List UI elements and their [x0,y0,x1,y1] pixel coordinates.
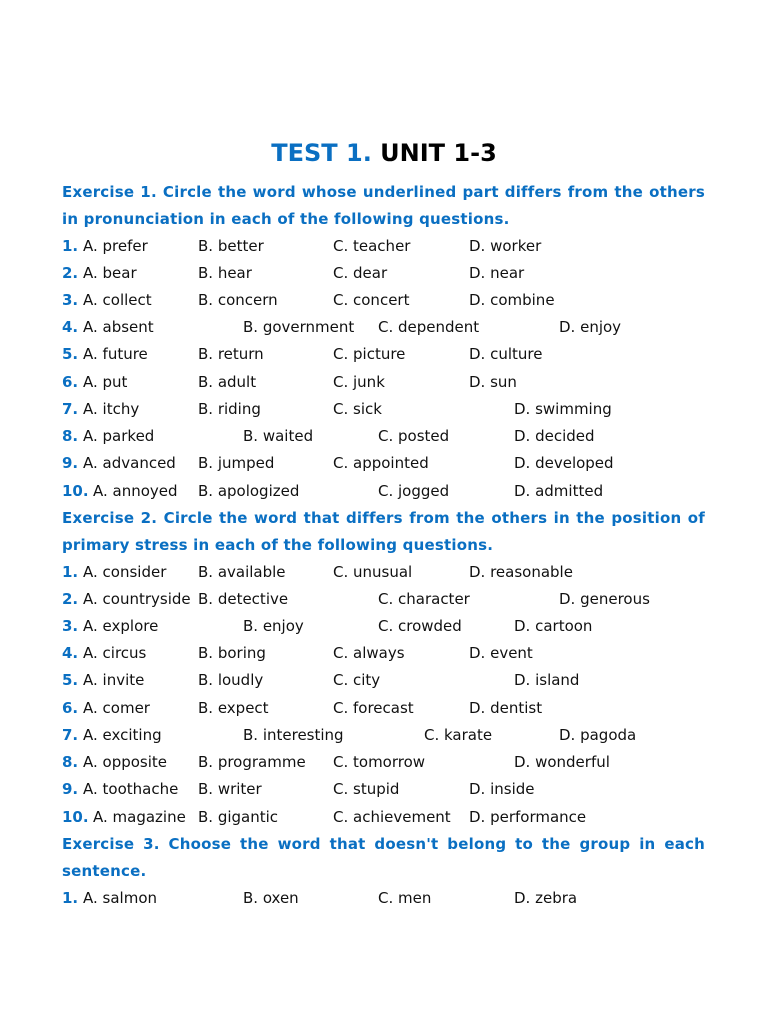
question-row [62,314,722,341]
option-d: D. pagoda [559,726,637,744]
option-c: C. always [333,644,405,662]
option-d: D. admitted [514,482,604,500]
option-a: A. countryside [83,590,191,608]
option-b: B. programme [198,753,306,771]
option-a: A. comer [83,699,150,717]
question-number: 1. [62,889,79,907]
option-b: B. expect [198,699,269,717]
option-a: A. put [83,373,128,391]
question-number: 5. [62,345,79,363]
option-b: B. gigantic [198,808,279,826]
option-d: D. wonderful [514,753,610,771]
option-d: D. inside [469,780,535,798]
question-number: 8. [62,753,79,771]
question-number: 10. [62,808,89,826]
option-d: D. performance [469,808,587,826]
option-b: B. detective [198,590,289,608]
option-a: A. toothache [83,780,179,798]
option-c: C. appointed [333,454,429,472]
option-d: D. dentist [469,699,543,717]
question-number: 2. [62,264,79,282]
option-d: D. near [469,264,525,282]
option-c: C. crowded [378,617,462,635]
question-number: 1. [62,237,79,255]
option-b: B. boring [198,644,266,662]
option-b: B. jumped [198,454,275,472]
option-c: C. character [378,590,470,608]
option-a: A. annoyed [93,482,178,500]
question-row [62,695,722,722]
question-number: 10. [62,482,89,500]
option-a: A. absent [83,318,154,336]
question-row [62,722,722,749]
question-number: 7. [62,400,79,418]
option-d: D. cartoon [514,617,593,635]
option-c: C. city [333,671,381,689]
option-a: A. collect [83,291,152,309]
question-row [62,287,722,314]
option-b: B. riding [198,400,261,418]
option-c: C. concert [333,291,410,309]
option-a: A. invite [83,671,145,689]
title-prefix: TEST 1. [271,139,372,167]
option-b: B. apologized [198,482,300,500]
question-row [62,369,722,396]
option-a: A. magazine [93,808,186,826]
option-c: C. unusual [333,563,413,581]
option-c: C. stupid [333,780,400,798]
option-c: C. sick [333,400,382,418]
exercise-2-heading: Exercise 2. Circle the word that differs from the others in the position of primary stress in each of the following questions. [62,509,705,554]
question-number: 9. [62,454,79,472]
option-d: D. reasonable [469,563,573,581]
question-row [62,749,722,776]
question-row [62,450,722,477]
option-d: D. zebra [514,889,578,907]
question-row [62,885,722,912]
question-number: 6. [62,699,79,717]
option-b: B. government [243,318,355,336]
page-title [0,138,768,168]
option-c: C. forecast [333,699,414,717]
option-c: C. tomorrow [333,753,426,771]
option-a: A. salmon [83,889,158,907]
question-number: 4. [62,318,79,336]
option-b: B. oxen [243,889,299,907]
option-b: B. adult [198,373,257,391]
option-b: B. interesting [243,726,344,744]
option-a: A. itchy [83,400,140,418]
question-row [62,396,722,423]
question-number: 1. [62,563,79,581]
option-b: B. concern [198,291,278,309]
question-number: 3. [62,291,79,309]
option-a: A. circus [83,644,147,662]
option-d: D. sun [469,373,517,391]
option-b: B. available [198,563,286,581]
option-d: D. combine [469,291,555,309]
question-number: 7. [62,726,79,744]
question-row [62,260,722,287]
option-a: A. bear [83,264,137,282]
question-number: 9. [62,780,79,798]
option-d: D. island [514,671,580,689]
option-d: D. worker [469,237,542,255]
option-c: C. men [378,889,432,907]
exercise-3-heading: Exercise 3. Choose the word that doesn't belong to the group in each sentence. [62,835,705,880]
option-a: A. consider [83,563,167,581]
exercise-1-heading: Exercise 1. Circle the word whose underlined part differs from the others in pronunciation in each of the following questions. [62,183,705,228]
question-row [62,804,722,831]
question-row [62,776,722,803]
option-c: C. junk [333,373,385,391]
question-number: 5. [62,671,79,689]
option-d: D. event [469,644,533,662]
option-c: C. dependent [378,318,480,336]
option-b: B. waited [243,427,314,445]
question-row [62,341,722,368]
option-d: D. culture [469,345,543,363]
option-c: C. karate [424,726,493,744]
question-number: 8. [62,427,79,445]
option-a: A. parked [83,427,155,445]
question-number: 3. [62,617,79,635]
option-b: B. return [198,345,264,363]
question-row [62,667,722,694]
option-c: C. picture [333,345,406,363]
option-a: A. explore [83,617,159,635]
option-d: D. developed [514,454,614,472]
option-b: B. better [198,237,264,255]
question-number: 6. [62,373,79,391]
option-b: B. writer [198,780,262,798]
option-b: B. loudly [198,671,264,689]
option-d: D. generous [559,590,650,608]
option-b: B. hear [198,264,252,282]
question-row [62,478,722,505]
question-row [62,423,722,450]
option-d: D. enjoy [559,318,622,336]
option-d: D. swimming [514,400,612,418]
option-b: B. enjoy [243,617,304,635]
question-row [62,586,722,613]
option-a: A. advanced [83,454,176,472]
option-c: C. jogged [378,482,450,500]
option-c: C. teacher [333,237,411,255]
question-row [62,613,722,640]
title-main: UNIT 1-3 [380,139,497,167]
question-row [62,640,722,667]
option-d: D. decided [514,427,595,445]
option-a: A. opposite [83,753,168,771]
option-a: A. prefer [83,237,148,255]
question-row [62,233,722,260]
option-c: C. posted [378,427,450,445]
question-row [62,559,722,586]
option-c: C. dear [333,264,388,282]
option-c: C. achievement [333,808,451,826]
option-a: A. future [83,345,148,363]
option-a: A. exciting [83,726,162,744]
question-number: 4. [62,644,79,662]
question-number: 2. [62,590,79,608]
